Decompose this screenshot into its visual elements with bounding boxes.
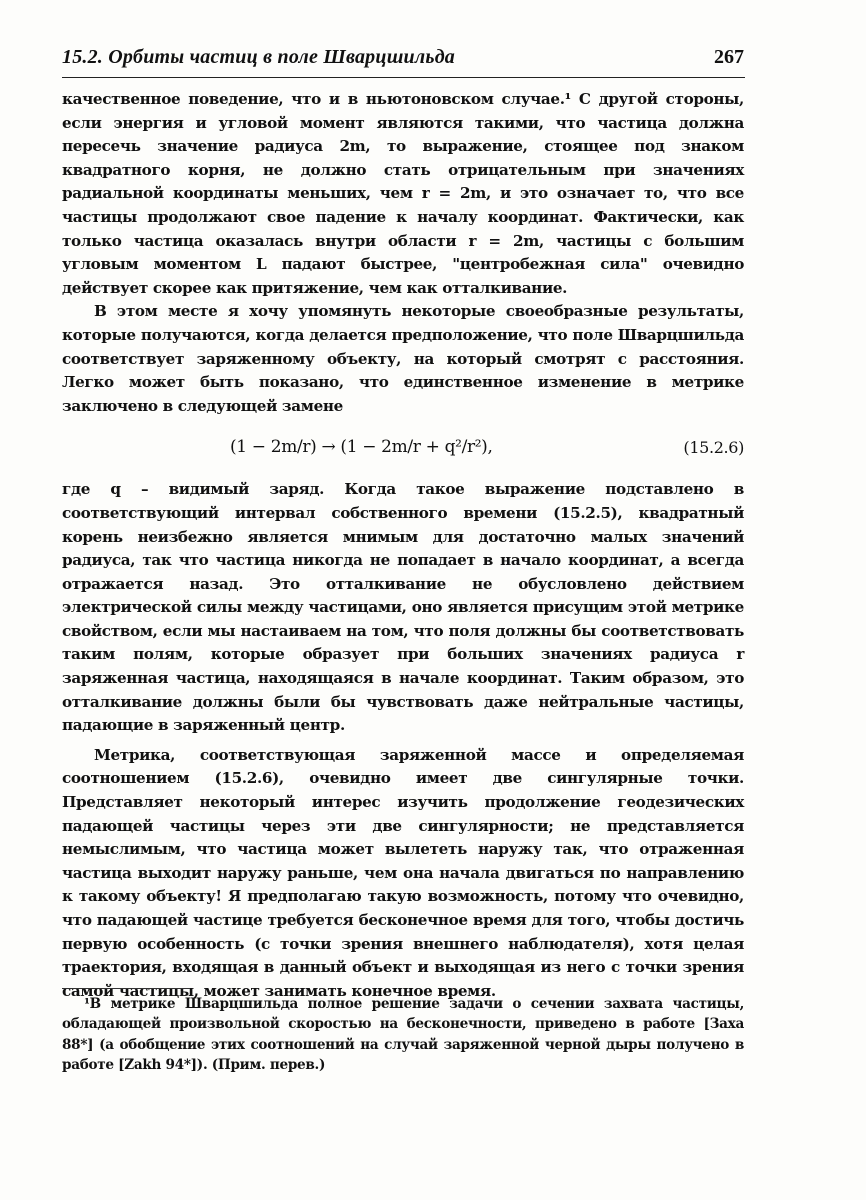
main-text — [62, 88, 744, 1003]
paragraph-singularities: Метрика, соответствующая заряженной массе и определяемая соотношением (15.2.6), очевидно имеет две сингулярные точки. Представляет некоторый интерес изучить продолжение геодезических падающей частицы через эти две сингулярности; не представляется немыслимым, что частица может вылететь наружу так, что отраженная частица выходит наружу раньше, чем она начала двигаться по направлению к такому объекту! Я предполагаю такую возможность, потому что очевидно, что падающей частице требуется бесконечное время для того, чтобы достичь первую особенность (с точки зрения внешнего наблюдателя), хотя целая траектория, входящая в данный объект и выходящая из него с точки зрения самой частицы, может занимать конечное время. — [62, 745, 744, 1000]
page-number: 267 — [714, 46, 744, 68]
paragraph-charged-field: В этом месте я хочу упомянуть некоторые своеобразные результаты, которые получаются, когда делается предположение, что поле Шварцшильда соответствует заряженному объекту, на который смотрят с расстояния. Легко может быть показано, что единственное изменение в метрике заключено в следующей замене — [62, 302, 744, 415]
paragraph-continued: качественное поведение, что и в ньютоновском случае.¹ С другой стороны, если энергия и угловой момент являются такими, что частица должна пересечь значение радиуса 2m, то выражение, стоящее под знаком квадратного корня, не должно стать отрицательным при значениях радиальной координаты меньших, чем r = 2m, и это означает то, что все частицы продолжают свое падение к началу координат. Фактически, как только частица оказалась внутри области r = 2m, частицы с большим угловым моментом L падают быстрее, "центробежная сила" очевидно действует скорее как притяжение, чем как отталкивание. — [62, 90, 744, 297]
footnote-rule — [62, 988, 190, 989]
footnote: ¹В метрике Шварцшильда полное решение задачи о сечении захвата частицы, обладающей произвольной скоростью на бесконечности, приведено в работе [Заха 88*] (а обобщение этих соотношений на случай заряженной черной дыры получено в работе [Zakh 94*]). (Прим. перев.) — [62, 996, 744, 1074]
paragraph-repulsion: где q – видимый заряд. Когда такое выражение подставлено в соответствующий интервал собственного времени (15.2.5), квадратный корень неизбежно является мнимым для достаточно малых значений радиуса, так что частица никогда не попадает в начало координат, а всегда отражается назад. Это отталкивание не обусловлено действием электрической силы между частицами, оно является присущим этой метрике свойством, если мы настаиваем на том, что поля должны бы соответствовать таким полям, которые образует при больших значениях радиуса r заряженная частица, находящаяся в начале координат. Таким образом, это отталкивание должны были бы чувствовать даже нейтральные частицы, падающие в заряженный центр. — [62, 480, 744, 735]
equation-15-2-6 — [62, 424, 744, 474]
page-header — [62, 46, 744, 76]
header-rule — [62, 77, 745, 78]
equation-number: (15.2.6) — [683, 438, 744, 458]
equation-body: (1 − 2m/r) → (1 − 2m/r + q²/r²), — [230, 437, 493, 458]
running-head: 15.2. Орбиты частиц в поле Шварцшильда — [62, 46, 456, 68]
